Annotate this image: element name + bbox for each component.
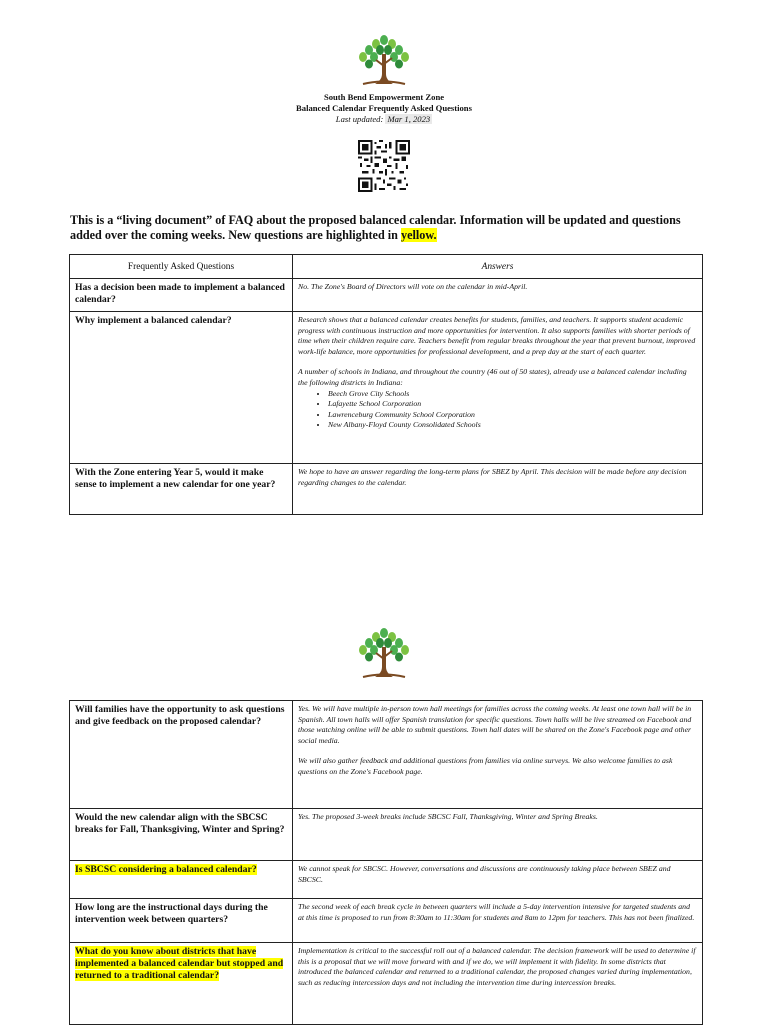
question-cell: How long are the instructional days during the intervention week between quarters? — [70, 899, 293, 943]
table-row — [70, 279, 703, 312]
answer-cell — [293, 312, 703, 464]
answer-cell — [293, 861, 703, 899]
last-updated — [0, 114, 768, 125]
question-cell — [70, 861, 293, 899]
tree-logo-icon — [349, 34, 419, 90]
list-item: • Lafayette School Corporation — [328, 399, 697, 410]
new-question-highlight: What do you know about districts that have implemented a balanced calendar but stopped and returned to a traditional calendar? — [75, 946, 284, 981]
table-header-row — [70, 255, 703, 279]
answer-paragraph: Research shows that a balanced calendar creates benefits for students, families, and teachers. It supports student academic progress with continuous instruction and more opportunities for intervention. It also supports families with shorter periods of time when their children require care. Teachers benefit from regular breaks throughout the year that prevent burnout, improved work-life balance, more opportunities for professional development, and a prep day at the start of each quarter. — [298, 315, 696, 356]
question-cell: Why implement a balanced calendar? — [70, 312, 293, 464]
answer-paragraph: Yes. We will have multiple in-person town hall meetings for families across the coming weeks. At least one town hall will be in Spanish. All town halls will offer Spanish translation for specific questions. Town halls will be live streamed on Facebook and those watching online will be able to submit questions. Town hall dates will be shared on the Zone's Facebook page and other social media. — [298, 704, 692, 745]
answer-cell — [293, 899, 703, 943]
answer-paragraph: Yes. The proposed 3-week breaks include SBCSC Fall, Thanksgiving, Winter and Spring Breaks. — [298, 812, 598, 821]
table-row — [70, 701, 703, 809]
answer-paragraph: No. The Zone's Board of Directors will vote on the calendar in mid-April. — [298, 282, 528, 291]
faq-table-1 — [69, 254, 703, 515]
district-list — [298, 389, 697, 431]
table-row — [70, 899, 703, 943]
answer-cell — [293, 943, 703, 1025]
document-header — [0, 92, 768, 125]
answer-paragraph: A number of schools in Indiana, and throughout the country (46 out of 50 states), already use a balanced calendar including the following districts in Indiana: — [298, 367, 687, 387]
new-question-highlight: Is SBCSC considering a balanced calendar? — [75, 864, 257, 875]
question-cell: Has a decision been made to implement a balanced calendar? — [70, 279, 293, 312]
question-cell: With the Zone entering Year 5, would it make sense to implement a new calendar for one year? — [70, 464, 293, 515]
answer-paragraph: The second week of each break cycle in between quarters will include a 5-day intervention intensive for targeted students and at this time is proposed to run from 8:30am to 11:30am for students and 8am to 12pm for teachers. This has not been finalized. — [298, 902, 695, 922]
answer-cell — [293, 279, 703, 312]
table-row — [70, 861, 703, 899]
intro-highlight-word: yellow. — [401, 228, 437, 242]
answer-cell — [293, 701, 703, 809]
qr-code-icon — [358, 140, 410, 192]
answer-cell — [293, 809, 703, 861]
table-row — [70, 943, 703, 1025]
table-row — [70, 809, 703, 861]
list-item: • Lawrenceburg Community School Corporation — [328, 410, 697, 421]
list-item: • Beech Grove City Schools — [328, 389, 697, 400]
tree-logo-icon — [349, 627, 419, 683]
table-row — [70, 312, 703, 464]
question-cell: Would the new calendar align with the SBCSC breaks for Fall, Thanksgiving, Winter and Spring? — [70, 809, 293, 861]
question-cell — [70, 943, 293, 1025]
answer-cell — [293, 464, 703, 515]
intro-text: This is a “living document” of FAQ about the proposed balanced calendar. Information will be updated and questions added over the coming weeks. New questions are highlighted in — [70, 213, 681, 242]
answer-paragraph: Implementation is critical to the successful roll out of a balanced calendar. The decision framework will be used to determine if this is a proposal that we will move forward with and if we do, we will implement it with fidelity. In some districts that introduced the balanced calendar and returned to a traditional calendar, the proposed changes varied during implementation, such as reducing intercession days and not including the intervention time during intercession breaks. — [298, 946, 696, 987]
faq-table-2 — [69, 700, 703, 1025]
org-name: South Bend Empowerment Zone — [323, 92, 445, 102]
list-item: • New Albany-Floyd County Consolidated Schools — [328, 420, 697, 431]
last-updated-label: Last updated: — [335, 114, 384, 124]
question-cell: Will families have the opportunity to ask questions and give feedback on the proposed calendar? — [70, 701, 293, 809]
answer-paragraph: We cannot speak for SBCSC. However, conversations and discussions are continuously taking place between SBEZ and SBCSC. — [298, 864, 671, 884]
answer-paragraph: We hope to have an answer regarding the long-term plans for SBEZ by April. This decision will be made before any decision regarding changes to the calendar. — [298, 467, 687, 487]
column-header-answers: Answers — [293, 255, 703, 279]
table-row — [70, 464, 703, 515]
column-header-questions: Frequently Asked Questions — [70, 255, 293, 279]
answer-paragraph: We will also gather feedback and additional questions from families via online surveys. We also welcome families to ask questions on the Zone's Facebook page. — [298, 756, 673, 776]
last-updated-date: Mar 1, 2023 — [387, 114, 431, 124]
intro-paragraph — [70, 213, 710, 243]
doc-title: Balanced Calendar Frequently Asked Questions — [296, 103, 472, 113]
